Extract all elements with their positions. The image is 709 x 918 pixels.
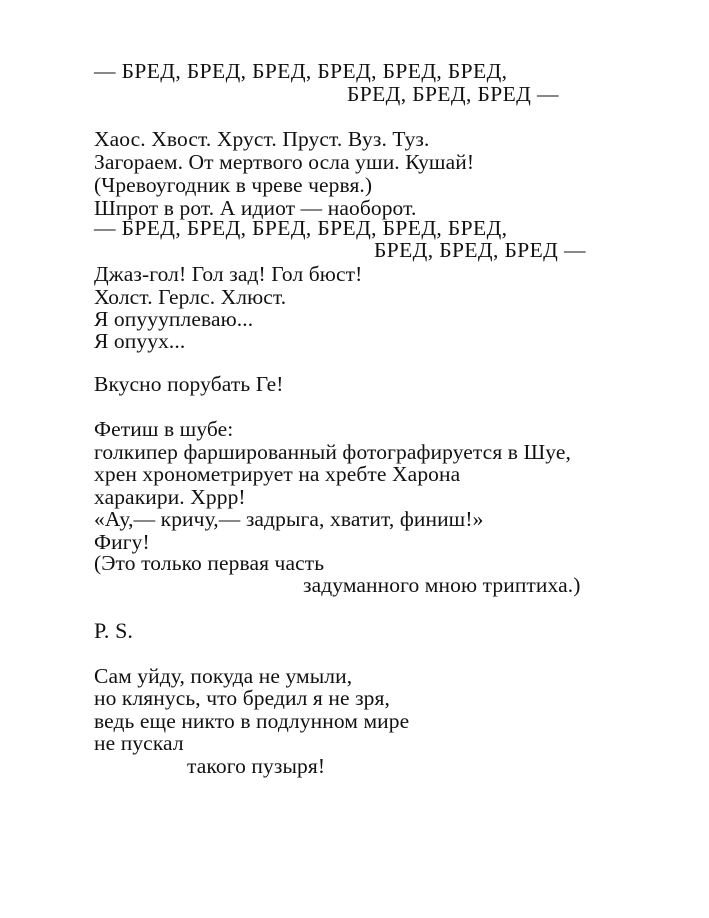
ps-label: P. S. <box>94 618 134 643</box>
poem-line: БРЕД, БРЕД, БРЕД — <box>347 82 559 106</box>
poem-line: такого пузыря! <box>187 754 326 778</box>
poem-line: — БРЕД, БРЕД, БРЕД, БРЕД, БРЕД, БРЕД, <box>94 59 508 83</box>
poem-line: «Ау,— кричу,— задрыга, хватит, финиш!» <box>94 507 484 531</box>
poem-line: (Чревоугодник в чреве червя.) <box>94 173 373 197</box>
poem-line: Фетиш в шубе: <box>94 417 234 441</box>
poem-line: но клянусь, что бредил я не зря, <box>94 686 390 710</box>
poem-line: хрен хронометрирует на хребте Харона <box>94 462 461 486</box>
poem-line: Я опуух... <box>94 329 186 353</box>
poem-line: Загораем. От мертвого осла уши. Кушай! <box>94 150 475 174</box>
poem-line: Джаз-гол! Гол зад! Гол бюст! <box>94 262 363 286</box>
poem-line: Холст. Герлс. Хлюст. <box>94 285 287 309</box>
poem-line: Хаос. Хвост. Хруст. Пруст. Вуз. Туз. <box>94 127 430 151</box>
poem-line: Фигу! <box>94 530 150 554</box>
poem-line: БРЕД, БРЕД, БРЕД — <box>374 238 586 262</box>
poem-line: (Это только первая часть <box>94 551 325 575</box>
poem-line: Я опуууплеваю... <box>94 307 254 331</box>
poem-line: Шпрот в рот. А идиот — наоборот. <box>94 196 417 220</box>
poem-line: Сам уйду, покуда не умыли, <box>94 664 353 688</box>
poem-line: задуманного мною триптиха.) <box>303 573 581 597</box>
poem-line: голкипер фаршированный фотографируется в Шуе, <box>94 440 571 464</box>
poem-line: Вкусно порубать Ге! <box>94 372 284 396</box>
poem-line: — БРЕД, БРЕД, БРЕД, БРЕД, БРЕД, БРЕД, <box>94 216 508 240</box>
poem-line: ведь еще никто в подлунном мире <box>94 709 410 733</box>
poem-line: харакири. Хррр! <box>94 485 246 509</box>
poem-line: не пускал <box>94 731 184 755</box>
